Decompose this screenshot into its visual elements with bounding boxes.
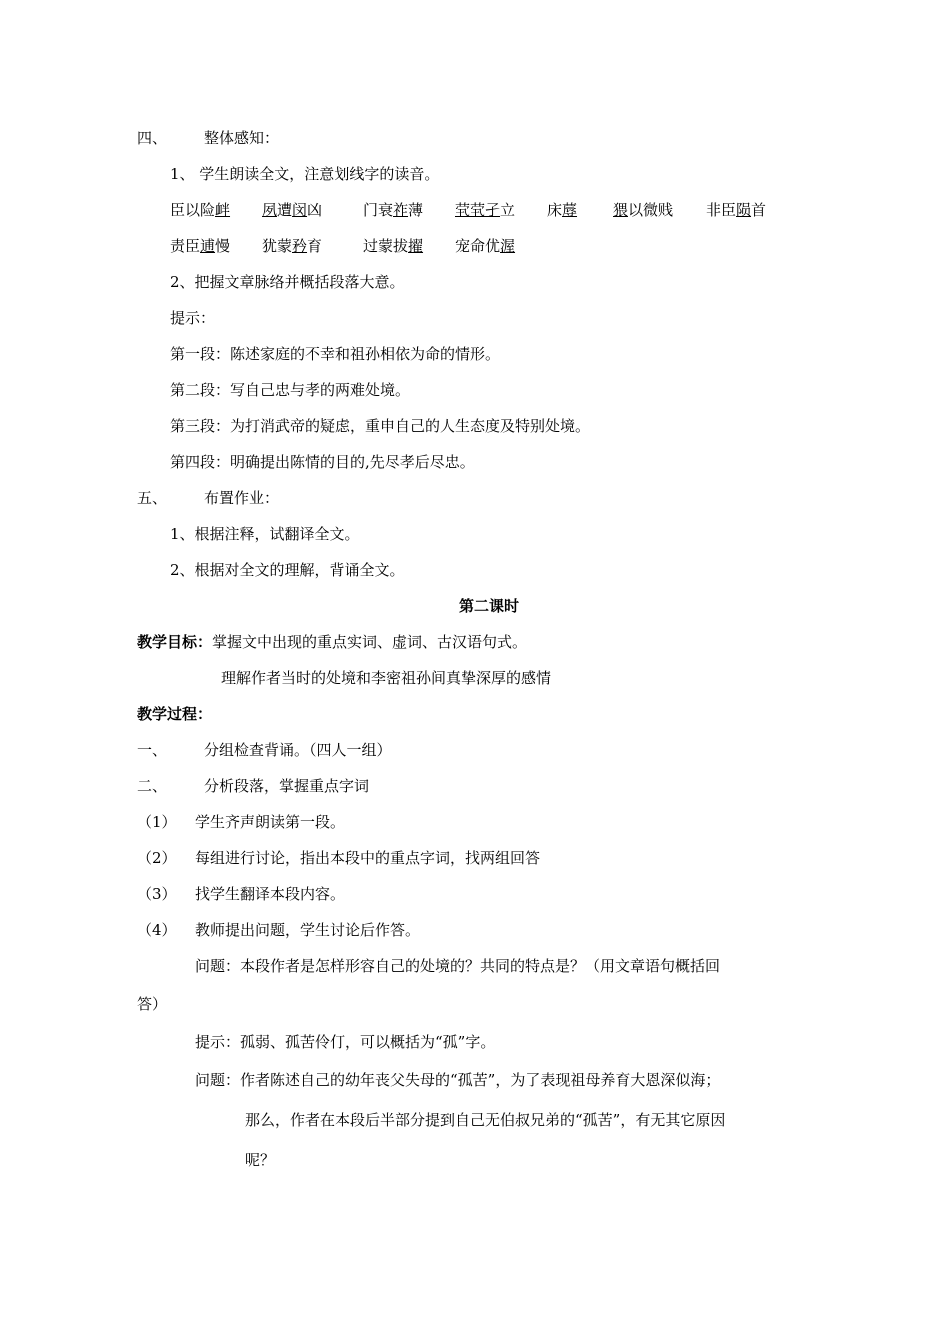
goal-label: 教学目标： xyxy=(137,633,213,651)
vocab-word xyxy=(363,200,423,220)
substep-number: （2） xyxy=(137,849,177,867)
vocab-underlined: 蓐 xyxy=(562,201,578,219)
vocab-text: 非臣 xyxy=(706,201,737,219)
question-text: 问题：作者陈述自己的幼年丧父失母的“孤苦”，为了表现祖母养育大恩深似海； xyxy=(195,1071,721,1089)
step-text: 分析段落，掌握重点字词 xyxy=(204,777,370,795)
vocab-text: 过蒙拔 xyxy=(363,237,409,255)
goal-text: 理解作者当时的处境和李密祖孙间真挚深厚的感情 xyxy=(221,669,552,687)
vocab-text: 慢 xyxy=(215,237,231,255)
vocab-underlined: 矜 xyxy=(292,237,308,255)
list-item: 1、根据注释，试翻译全文。 xyxy=(170,525,360,543)
vocab-word xyxy=(547,200,577,220)
vocab-text: 责臣 xyxy=(170,237,201,255)
vocab-word xyxy=(262,200,322,220)
question-text: 那么，作者在本段后半部分提到自己无伯叔兄弟的“孤苦”，有无其它原因 xyxy=(245,1111,726,1129)
vocab-underlined: 陨 xyxy=(736,201,752,219)
question-text: 答） xyxy=(137,995,168,1013)
vocab-word xyxy=(363,236,423,256)
paragraph-summary: 第四段：明确提出陈情的目的,先尽孝后尽忠。 xyxy=(170,453,475,471)
section-number: 五、 xyxy=(137,489,168,507)
paragraph-summary: 第三段：为打消武帝的疑虑，重申自己的人生态度及特别处境。 xyxy=(170,417,591,435)
vocab-text: 凶 xyxy=(307,201,323,219)
substep-text: 找学生翻译本段内容。 xyxy=(195,885,346,903)
vocab-word xyxy=(170,236,230,256)
paragraph-summary: 第一段：陈述家庭的不幸和祖孙相依为命的情形。 xyxy=(170,345,501,363)
vocab-text: 立 xyxy=(500,201,516,219)
list-item: 2、根据对全文的理解，背诵全文。 xyxy=(170,561,405,579)
vocab-text: 臣以险 xyxy=(170,201,216,219)
question-text: 呢？ xyxy=(245,1151,276,1169)
list-item: 1、 学生朗读全文，注意划线字的读音。 xyxy=(170,165,440,183)
vocab-word xyxy=(262,236,322,256)
vocab-word xyxy=(455,200,515,220)
substep-text: 教师提出问题，学生讨论后作答。 xyxy=(195,921,421,939)
step-number: 一、 xyxy=(137,741,168,759)
substep-number: （4） xyxy=(137,921,177,939)
vocab-underlined: 茕茕孑 xyxy=(455,201,501,219)
section-title: 布置作业： xyxy=(204,489,280,507)
vocab-word xyxy=(706,200,766,220)
section-title: 整体感知： xyxy=(204,129,280,147)
vocab-text: 遭 xyxy=(277,201,293,219)
step-number: 二、 xyxy=(137,777,168,795)
substep-number: （1） xyxy=(137,813,177,831)
vocab-text: 床 xyxy=(547,201,563,219)
vocab-underlined: 衅 xyxy=(215,201,231,219)
goal-text: 掌握文中出现的重点实词、虚词、古汉语句式。 xyxy=(212,633,528,651)
vocab-word xyxy=(455,236,515,256)
vocab-underlined: 夙 xyxy=(262,201,278,219)
teaching-goal xyxy=(137,632,527,652)
vocab-text: 犹蒙 xyxy=(262,237,293,255)
vocab-word xyxy=(170,200,230,220)
substep-text: 学生齐声朗读第一段。 xyxy=(195,813,346,831)
vocab-text: 以微贱 xyxy=(628,201,674,219)
process-label: 教学过程： xyxy=(137,705,213,723)
lesson-title: 第二课时 xyxy=(459,597,520,615)
vocab-word xyxy=(613,200,673,220)
vocab-underlined: 闵 xyxy=(292,201,308,219)
step-text: 分组检查背诵。（四人一组） xyxy=(204,741,392,759)
vocab-text: 育 xyxy=(307,237,323,255)
question-text: 问题：本段作者是怎样形容自己的处境的？共同的特点是？（用文章语句概括回 xyxy=(195,957,721,975)
list-item: 2、把握文章脉络并概括段落大意。 xyxy=(170,273,405,291)
vocab-underlined: 祚 xyxy=(393,201,409,219)
hint-text: 提示：孤弱、孤苦伶仃，可以概括为“孤”字。 xyxy=(195,1033,496,1051)
vocab-underlined: 猥 xyxy=(613,201,629,219)
vocab-underlined: 渥 xyxy=(500,237,516,255)
vocab-text: 薄 xyxy=(408,201,424,219)
vocab-underlined: 擢 xyxy=(408,237,424,255)
hint-label: 提示： xyxy=(170,309,216,327)
substep-text: 每组进行讨论，指出本段中的重点字词，找两组回答 xyxy=(195,849,541,867)
vocab-text: 首 xyxy=(751,201,767,219)
paragraph-summary: 第二段：写自己忠与孝的两难处境。 xyxy=(170,381,411,399)
vocab-underlined: 逋 xyxy=(200,237,216,255)
substep-number: （3） xyxy=(137,885,177,903)
section-number: 四、 xyxy=(137,129,168,147)
vocab-text: 宠命优 xyxy=(455,237,501,255)
vocab-text: 门衰 xyxy=(363,201,394,219)
